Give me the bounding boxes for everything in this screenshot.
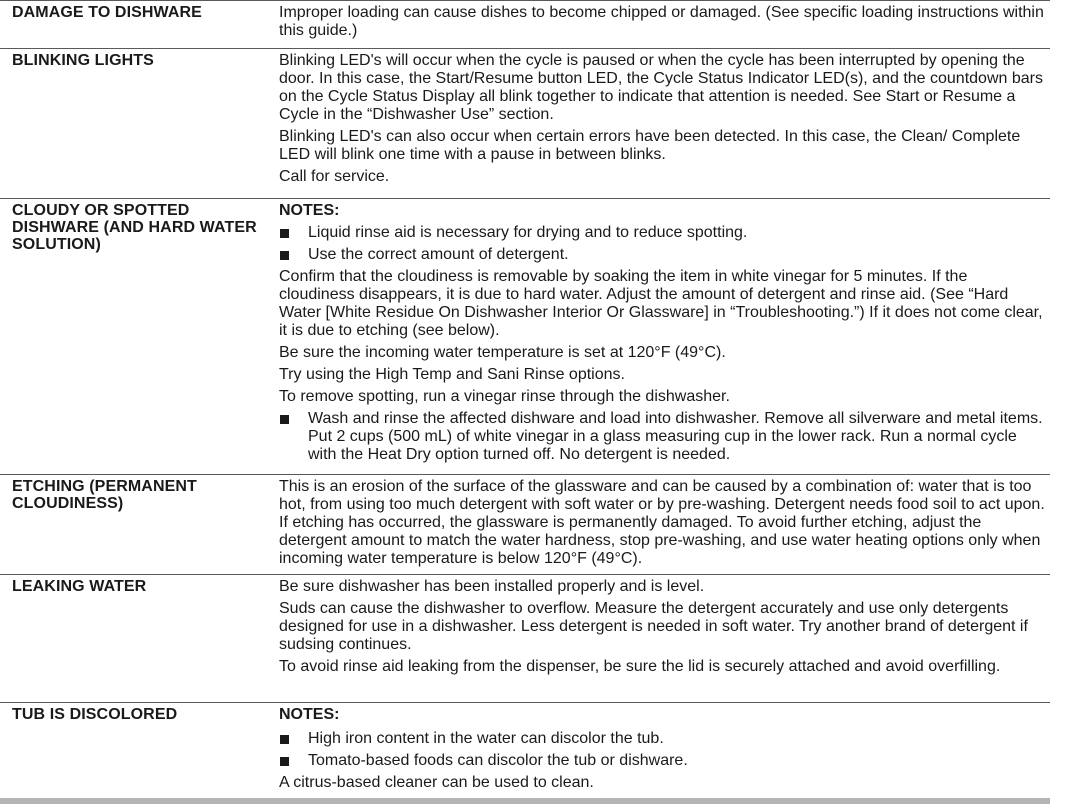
paragraph: Call for service. (279, 168, 390, 185)
notes-label: NOTES: (279, 706, 340, 723)
bullet-text: Liquid rinse aid is necessary for drying and to reduce spotting. (308, 224, 748, 241)
paragraph: Improper loading can cause dishes to become chipped or damaged. (See specific loading instructions within this guide.) (279, 4, 1044, 39)
paragraph: To avoid rinse aid leaking from the dispenser, be sure the lid is securely attached and avoid overfilling. (279, 658, 1001, 675)
condition-label: BLINKING LIGHTS (12, 52, 154, 69)
paragraph: Confirm that the cloudiness is removable by soaking the item in white vinegar for 5 minutes. If the cloudiness disappears, it is due to hard water. Adjust the amount of detergent and rinse aid. (See “Hard Water [White Residue On Dishwasher Interior Or Glassware] in “Troubleshooting.”) If it does not come clear, it is due to etching (see below). (279, 268, 1043, 339)
bullet-square-icon (280, 251, 289, 260)
bullet-text: Wash and rinse the affected dishware and load into dishwasher. Remove all silverware and metal items. Put 2 cups (500 mL) of white vinegar in a glass measuring cup in the lower rack. Run a normal cycle with the Heat Dry option turned off. No detergent is needed. (308, 410, 1043, 463)
bullet-text: Use the correct amount of detergent. (308, 246, 569, 263)
condition-label: ETCHING (PERMANENT CLOUDINESS) (12, 478, 197, 512)
solution-text (279, 478, 1047, 568)
table-row (0, 574, 1050, 703)
solution-text (279, 4, 1047, 40)
condition-label: TUB IS DISCOLORED (12, 706, 178, 723)
list-item (279, 224, 1047, 242)
condition-label: CLOUDY OR SPOTTED DISHWARE (AND HARD WATER SOLUTION) (12, 202, 257, 253)
paragraph: Be sure dishwasher has been installed properly and is level. (279, 578, 705, 595)
paragraph: Be sure the incoming water temperature is set at 120°F (49°C). (279, 344, 726, 361)
table-row (0, 198, 1050, 474)
notes-label: NOTES: (279, 202, 340, 219)
paragraph: To remove spotting, run a vinegar rinse through the dishwasher. (279, 388, 730, 405)
condition-label: LEAKING WATER (12, 578, 147, 595)
solution-text (279, 202, 1047, 464)
table-row (0, 0, 1050, 50)
table-row (0, 702, 1050, 799)
bullet-square-icon (280, 757, 289, 766)
bullet-square-icon (280, 229, 289, 238)
table-row (0, 48, 1050, 200)
list-item (279, 752, 1047, 770)
bullet-text: High iron content in the water can discolor the tub. (308, 730, 664, 747)
list-item (279, 730, 1047, 748)
bullet-text: Tomato-based foods can discolor the tub or dishware. (308, 752, 688, 769)
paragraph: Try using the High Temp and Sani Rinse options. (279, 366, 625, 383)
solution-text (279, 706, 1047, 792)
paragraph: Blinking LED's can also occur when certain errors have been detected. In this case, the Clean/ Complete LED will blink one time with a pause in between blinks. (279, 128, 1021, 163)
solution-text (279, 578, 1047, 676)
solution-text (279, 52, 1047, 186)
paragraph: This is an erosion of the surface of the glassware and can be caused by a combination of: water that is too hot, from using too much detergent with soft water or by pre-washing. Detergent needs food soil to act upon. If etching has occurred, the glassware is permanently damaged. To avoid further etching, adjust the detergent amount to match the water hardness, stop pre-washing, and use water heating options only when incoming water temperature is below 120°F (49°C). (279, 478, 1045, 567)
list-item (279, 410, 1047, 464)
list-item (279, 246, 1047, 264)
bullet-square-icon (280, 415, 289, 424)
paragraph: Suds can cause the dishwasher to overflow. Measure the detergent accurately and use only detergents designed for use in a dishwasher. Less detergent is needed in soft water. Try another brand of detergent if sudsing continues. (279, 600, 1028, 653)
bottom-divider (0, 798, 1050, 804)
paragraph: Blinking LED's will occur when the cycle is paused or when the cycle has been interrupted by opening the door. In this case, the Start/Resume button LED, the Cycle Status Indicator LED(s), and the countdown bars on the Cycle Status Display all blink together to indicate that attention is needed. See Start or Resume a Cycle in the “Dishwasher Use” section. (279, 52, 1043, 123)
condition-label: DAMAGE TO DISHWARE (12, 4, 202, 21)
paragraph: A citrus-based cleaner can be used to clean. (279, 774, 594, 791)
bullet-square-icon (280, 735, 289, 744)
table-row (0, 474, 1050, 575)
